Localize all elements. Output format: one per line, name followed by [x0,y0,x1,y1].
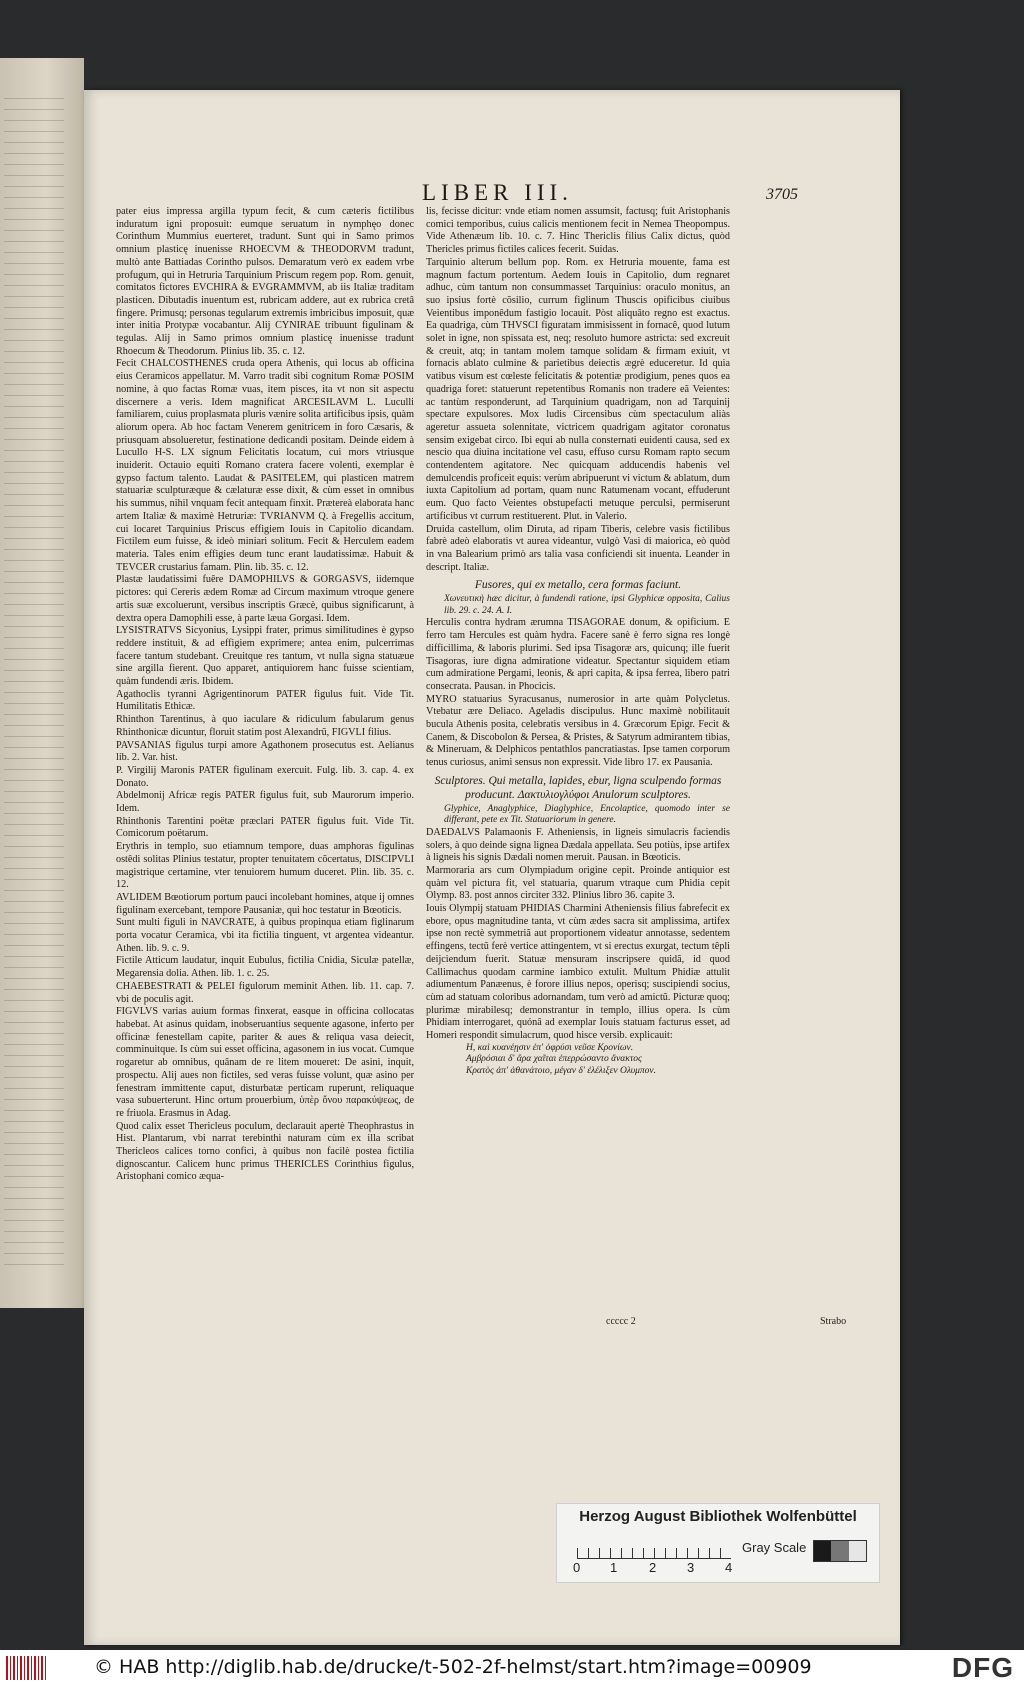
ruler-number: 1 [610,1560,618,1575]
catchword: Strabo [820,1316,847,1327]
swatch-light [849,1541,866,1561]
paragraph: Abdelmonij Africæ regis PATER figulus fuit, sub Maurorum imperio. Idem. [116,790,414,815]
pointing-hand-note: Glyphice, Anaglyphice, Diaglyphice, Encolaptice, quomodo inter se differant, pete ex Tit. Statuariorum in genere. [444,803,730,826]
library-name: Herzog August Bibliothek Wolfenbüttel [579,1508,857,1525]
paragraph: Druida castellum, olim Diruta, ad ripam Tiberis, celebre vasis fictilibus fabrè adeò elaboratis vt aurea videantur, vulgò Vasi di maiorica, eò quòd in vna Balearium primò ars talia vasa conficiendi sit inuenta. Leander in descript. Italiæ. [426,523,730,573]
paragraph: Iouis Olympij statuam PHIDIAS Charmini Atheniensis filius fabrefecit ex ebore, opus magnitudine tanta, vt cùm ædes sacra sit amplissima, artifex ipse non rectè symmetriã aut proportionem videatur annotasse, sedentem effingens, tectũ ferè vertice attingentem, vt si erectus exurgat, tectum têpli deijciendum fuerit. Statuæ mensuram inscripsere quidã, id quod Callimachus quodam carmine iambico extulit. Multum Phidiæ attulit adiumentum Panæenus, è forore illius nepos, operisq; suscipiendi socius, cùm ad statuam coloribus adornandam, tum verò ad amictũ. Picturæ quoq; plurimæ mirabilesq; demonstrantur in templo, illius opera. Is cùm Phidiam interrogaret, quónâ ad exemplar Iouis statuam facturus esset, ad Homeri respondit simulacrum, quod hisce versib. explicauit: [426,903,730,1042]
library-label-card [556,1503,880,1583]
copyright-url[interactable]: © HAB http://diglib.hab.de/drucke/t-502-2f-helmst/start.htm?image=00909 [94,1656,812,1678]
paragraph: FIGVLVS varias auium formas finxerat, easque in officina collocatas habebat. At asinus quidam, inobseruantius sequente agasone, inferto per officinæ fenestellam capite, pariter & aues & reliqua vasa deiecit, comminuitque. Is cùm sui esset officina, agasonem in ius vocat. Cumque rogaretur ab omnibus, quânam de re litem moueret: De asini, inquit, prospectu. Alij aues non fictiles, sed veras fuisse volunt, quæ asino per fenestram immittente caput, disturbatæ perticam ruperunt, reliquaque vasa subuerterunt. Hinc ortum prouerbium, ὑπὲρ ὄνου παρακύψεως, de re friuola. Erasmus in Adag. [116,1006,414,1119]
pointing-hand-note: Χωνευτικὴ hæc dicitur, à fundendi ratione, ipsi Glyphicæ opposita, Calius lib. 29. c. 24. A. I. [444,594,730,616]
swatch-mid [831,1541,848,1561]
paragraph: AVLIDEM Bœotiorum portum pauci incolebant homines, atque ij omnes figulinam exercebant, tempore Pausaniæ, qui hoc testatur in Bœoticis. [116,891,414,916]
gray-scale-swatches [813,1540,867,1562]
signature-mark: ccccc 2 [606,1316,636,1327]
swatch-dark [814,1541,831,1561]
paragraph: Erythris in templo, suo etiamnum tempore, duas amphoras figulinas ostêdi solitas Plinius testatur, propter tenuitatem cõcertatus, DISCIPVLI magistrique certamine, vter tenuiorem humum duceret. Plin. lib. 35. c. 12. [116,841,414,891]
scale-ruler [577,1540,731,1559]
paragraph: LYSISTRATVS Sicyonius, Lysippi frater, primus similitudines è gypso reddere instituit, & ad effigiem exprimere; antea enim, pulcerrimas facere tantum studebant. Creuitque res tantum, vt nulla signa statuæue sine argilla fierent. Quo apparet, antiquiorem hanc fuisse scientiam, quàm fundendi æris. Ibidem. [116,625,414,688]
paragraph: CHAEBESTRATI & PELEI figulorum meminit Athen. lib. 11. cap. 7. vbi de poculis agit. [116,980,414,1005]
ruler-number: 2 [649,1560,657,1575]
paragraph: P. Virgilij Maronis PATER figulinam exercuit. Fulg. lib. 3. cap. 4. ex Donato. [116,764,414,789]
paragraph: Herculis contra hydram ærumna TISAGORAE donum, & opificium. E ferro tam Hercules est quàm hydra. Facere sanè è ferro signa res longè difficillima, & laboris plurimi. Sed ipsa Tisagoræ ars, quicunq; ille fuerit Tisagoras, iure digna admiratione videatur. Spectantur siquidem etiam cum admiratione Pergami, leonis, & apri capita, & ipsa ferrea, libero patri consecrata. Pausan. in Phocicis. [426,617,730,692]
paragraph: Quod calix esset Thericleus poculum, declarauit apertè Theophrastus in Hist. Plantarum, vbi narrat terebinthi naturam cùm ex illa scribat Thericleos calices torno confici, à quibus non facilè postea fictilia dignoscantur. Calicem hunc primus THERICLES Corinthius figulus, Aristophani comico æqua- [116,1120,414,1183]
greek-verse: Κρατὸς ἀπ' ἀθανάτοιο, μέγαν δ' ἐλέλιξεν Ολυμπον. [466,1065,657,1076]
greek-verse: Αμβρόσιαι δ' ἄρα χαῖται ἐπερρώσαντο ἄνακτος [466,1054,642,1065]
ruler-number: 4 [725,1560,733,1575]
hab-logo-icon [6,1656,46,1680]
paragraph: MYRO statuarius Syracusanus, numerosior in arte quàm Polycletus. Vtebatur ære Deliaco. Ageladis discipulus. Hunc maximè nobilitauit bucula Athenis posita, celebratis versibus in 4. Græcorum Epigr. Fecit & Canem, & Discobolon & Persea, & Pristes, & Satyrum admirantem tibias, & Mineruam, & Delphicos pentathlos pancratiastas. Ipse tamen corporum tenus curiosus, animi sensus non expressit. Vide libro 17. ex Pausania. [426,693,730,769]
right-column [426,206,730,1077]
greek-verse: Η, καὶ κυανέῃσιν ἐπ' ὀφρύσι νεῦσε Κρονίων. [466,1042,634,1053]
ruler-number: 0 [573,1560,581,1575]
footer-bar [0,1650,1024,1686]
ruler-number: 3 [687,1560,695,1575]
paragraph: PAVSANIAS figulus turpi amore Agathonem prosecutus est. Aelianus lib. 2. Var. hist. [116,739,414,764]
page-header: LIBER III. [422,180,573,205]
paragraph: Tarquinio alterum bellum pop. Rom. ex Hetruria mouente, fama est magnum factum portentum. Aedem Iouis in Capitolio, dum regnaret adhuc, cùm tantum non consummasset Tarquinius: oraculo monitus, an suo ipsius fortè cõsilio, currum figlinum Thuscis opificibus ciuibus Veientibus imponêdum fastigio locauit. Pòst aliquâto regno est exactus. Ea quadriga, cùm THVSCI figuratam immisissent in fornacê, quod lutum solet in igne, non spissata est, neq; resoluto humore astricta: sed excreuit & creuit, atq; in tantam molem tamque solidam & firmam exiuit, vt fornacis ablato culmine & parietibus deiectis ægrè educeretur. Id quia vatibus visum est cœleste felicitatis & potentiæ prodigium, penes quos ea quadriga foret: statuerunt repetentibus Romanis non tradere eã Veientes: ac tantùm responderunt, ad Tarquinium quadrigam, non ad Tarquinij spectare expulsores. Mox ludis Circensibus cùm spectaculum aliàs ageretur assueta solennitate, victricem quadrigam agitator coronatus sensim exigebat circo. Ibi equi ab nulla consternati euidenti causa, sed ex nescio qua diuina incitatione vel casu, effuso cursu Romam rapto secum contendentem agitatore. Nec quicquam adducendis habenis vel demulcendis proficeit equis: verùm abripuerunt vi victum & ablatum, dum iuxta Capitolium ad portam, quam nunc Ratumenam vocant, effuderunt eum. Quo facto Veientes obstupefacti metuque perculsi, permiserunt artificibus vt currum restituerent. Plut. in Valerio. [426,256,730,522]
section-heading: Sculptores. Qui metalla, lapides, ebur, ligna sculpendo formas producunt. Δακτυλιογλύφοι Anulorum sculptores. [434,774,722,801]
paragraph: pater eius impressa argilla typum fecit, & cum cæteris fictilibus induratum igni proposuit: eumque seruatum in nymphęo donec Corinthum Mummius euerteret, tradunt. Sunt qui in Samo primos omnium plasticę inuenisse RHOECVM & THEODORVM tradunt, multò ante Battiadas Corintho pulsos. Demaratum verò ex eadem vrbe profugum, qui in Hetruria Tarquinium Priscum regem pop. Rom. genuit, comitatos fictores EVCHIRA & EVGRAMMVM, ab iis Italiæ traditam plasticen. Dibutadis inuentum est, rubricam addere, aut ex rubrica cretâ fingere. Primusq; personas tegularum extremis imbricibus imposuit, quæ inter initia Protypæ vocabantur. Alij CYNIRAE tribuunt figulinam & tegulas. Alij in Samo primos omnium plasticę inuenisse tradunt Rhoecum & Theodorum. Plinius lib. 35. c. 12. [116,206,414,357]
paragraph: Plastæ laudatissimi fuêre DAMOPHILVS & GORGASVS, iidemque pictores: qui Cereris ædem Romæ ad Circum maximum vtroque genere artis suæ excoluerunt, versibus inscriptis Græcè, quibus significarunt, à dextra opera Damophili esse, à parte læua Gorgasi. Idem. [116,574,414,624]
paragraph: DAEDALVS Palamaonis F. Atheniensis, in ligneis simulacris faciendis solers, à quo deinde signa lignea Dædala appellata. Seu potiùs, ipse artifex à ligneis his signis Dædali nomen meruit. Pausan. in Bœoticis. [426,826,730,864]
paragraph: Agathoclis tyranni Agrigentinorum PATER figulus fuit. Vide Tit. Humilitatis Ethicæ. [116,688,414,713]
dfg-logo: DFG [951,1652,1014,1683]
paragraph: Fictile Atticum laudatur, inquit Eubulus, fictilia Cnidia, Siculæ patellæ, Megarensia dolia. Athen. lib. 1. c. 25. [116,955,414,980]
paragraph: lis, fecisse dicitur: vnde etiam nomen assumsit, factusq; fuit Aristophanis comici temporibus, cuius calicis mentionem fecit in Nemea Theopompus. Vide Athenæum lib. 10. c. 7. Hinc Thericlis filius Calix dictus, quòd Thericles primus fictiles calices fecerit. Suidas. [426,206,730,256]
page-number: 3705 [766,186,798,203]
paragraph: Marmoraria ars cum Olympiadum origine cepit. Proinde antiquior est quàm vel pictura fit, vel statuaria, quarum vtraque cum Phidia cepit Olymp. 83. post annos circiter 332. Plinius libro 36. capite 3. [426,864,730,902]
book-page [84,90,900,1645]
paragraph: Rhinthon Tarentinus, à quo iaculare & ridiculum fabularum genus Rhinthonicæ dicuntur, floruit statim post Alexandrũ, FIGVLI filius. [116,714,414,738]
gray-scale-label: Gray Scale [742,1540,807,1555]
left-column [116,206,414,1184]
paragraph: Fecit CHALCOSTHENES cruda opera Athenis, qui locus ab officina eius Ceramicos appellatur. M. Varro tradit sibi cognitum Romæ POSIM nomine, à quo factas Romæ vuas, item pisces, ita vt non sit aspectu discernere a veris. Idem magnificat ARCESILAVM L. Luculli familiarem, cuius proplasmata pluris vænire solita artificibus ipsis, quàm aliorum opera. Ab hoc factam Venerem genitricem in foro Cæsaris, & priusquam absolueretur, festinatione dedicandi positam. Deinde eidem à Lucullo H-S. LX signum Felicitatis locatum, cui mors vtriusque inuiderit. Octauio equiti Romano cratera facere volenti, exemplar è gypso factum talento. Laudat & PASITELEM, qui plasticen matrem statuariæ sculpturæque & cælaturæ esse dixit, & cùm esset in omnibus his summus, nihil vnquam fecit antequam finxit. Prætereà elaborata hanc artem Italiæ & maximè Hetruriæ: TVRIANVM Q. à Fregellis accitum, cui locaret Tarquinius Priscus effigiem Iouis in Capitolio dicandam. Fictilem eum fuisse, & ideò miniari solitum. Fecit & Herculem eadem materia. Tales enim effigies deum tunc erant laudatissimæ. Habuit & TEVCER crustarius famam. Plin. lib. 35. c. 12. [116,358,414,573]
paragraph: Sunt multi figuli in NAVCRATE, à quibus propinqua etiam figlinarum porta vocatur Ceramica, vbi ita fictilia tinguent, vt argentea videantur. Athen. lib. 9. c. 9. [116,917,414,954]
paragraph: Rhinthonis Tarentini poëtæ præclari PATER figulus fuit. Vide Tit. Comicorum poëtarum. [116,815,414,840]
section-heading: Fusores, qui ex metallo, cera formas faciunt. [474,579,682,592]
left-page-edge [0,58,84,1308]
